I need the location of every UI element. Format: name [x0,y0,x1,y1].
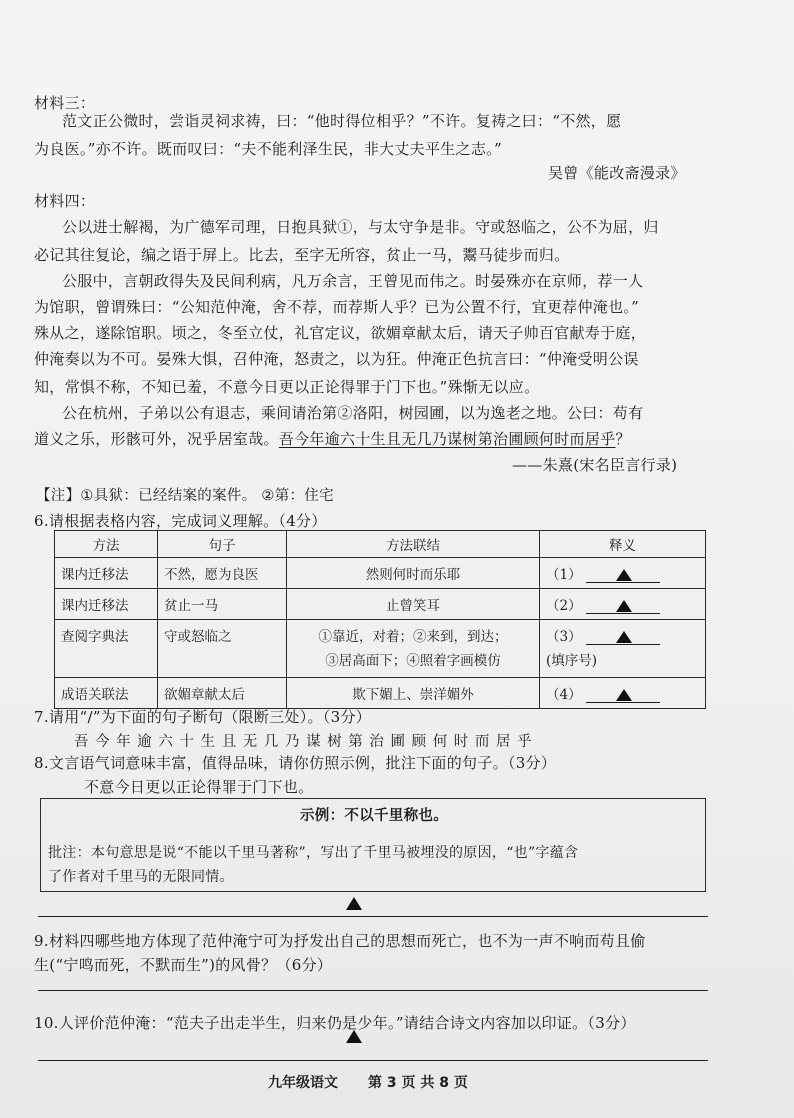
q6-header-method: 方法 [55,531,158,558]
material4-p3-plain: 道义之乐，形骸可外，况乎居室哉。 [34,430,279,448]
q6-row1-answer-label: （1） [546,567,582,583]
triangle-icon [616,689,632,701]
q6-row2-method: 课内迁移法 [55,589,158,620]
q6-row3-link [287,620,540,678]
q6-row2-answer-cell [540,589,706,620]
q6-answer-blank-2[interactable] [586,599,660,614]
annotation-note: 【注】①具狱：已经结案的案件。 ②第：住宅 [36,488,334,504]
q8-sentence: 不意今日更以正论得罪于门下也。 [84,778,314,796]
q8-answer-line[interactable] [38,916,708,917]
q6-row3-method: 查阅字典法 [55,620,158,678]
table-row [55,678,706,709]
material4-p3-underlined: 吾今年逾六十生且无几乃谋树第治圃顾何时而居乎 [278,430,616,448]
material4-p1-line2: 必记其往复论，编之语于屏上。比去，至字无所容，贫止一马，鬻马徒步而归。 [34,246,570,264]
q6-row1-link: 然则何时而乐耶 [287,558,540,589]
q6-answer-blank-1[interactable] [586,568,660,583]
material4-p2-line4: 仲淹奏以为不可。晏殊大惧，召仲淹，怒责之，以为狂。仲淹正色抗言曰：“仲淹受明公误 [34,350,639,368]
q6-row4-answer-label: （4） [546,687,582,703]
q7-sentence: 吾今年逾六十生且无几乃谋树第治圃顾何时而居乎 [74,734,539,750]
q6-row4-link: 欺下媚上、崇洋媚外 [287,678,540,709]
material4-p1-line1: 公以进士解褐，为广德军司理，日抱具狱①，与太守争是非。守或怒临之，公不为屈，归 [62,218,659,236]
material4-heading: 材料四： [34,192,96,210]
material4-p2-line5: 知，常惧不称，不知已羞，不意今日更以正论得罪于门下也。”殊惭无以应。 [34,378,540,396]
q8-answer-triangle-icon [346,897,362,910]
q6-answer-blank-4[interactable] [586,688,660,703]
q8-example-line1: 批注：本句意思是说“不能以千里马著称”，写出了千里马被埋没的原因，“也”字蕴含 [48,845,579,861]
q9-line2: 生(“宁鸣而死，不默而生”)的风骨？（6分） [34,956,333,974]
q6-row4-answer-cell [540,678,706,709]
q6-row3-sentence: 守或怒临之 [158,620,287,678]
q8-prompt: 8.文言语气词意味丰富，值得品味，请你仿照示例，批注下面的句子。（3分） [34,754,557,772]
q6-answer-blank-3[interactable] [586,630,660,645]
q6-row2-link: 止曾笑耳 [287,589,540,620]
q10-line1: 10.人评价范仲淹：“范夫子出走半生，归来仍是少年。”请结合诗文内容加以印证。（3分） [34,1014,636,1032]
q7-prompt: 7.请用“/”为下面的句子断句（限断三处）。（3分） [34,708,372,726]
q6-row1-answer-cell [540,558,706,589]
q6-row1-method: 课内迁移法 [55,558,158,589]
material4-p2-line3: 殊从之，遂除馆职。顷之，冬至立仗，礼官定议，欲媚章献太后，请天子帅百官献寿于庭， [34,324,647,342]
q6-row4-method: 成语关联法 [55,678,158,709]
q6-prompt: 6.请根据表格内容，完成词义理解。（4分） [34,512,327,530]
q10-answer-triangle-icon [346,1030,362,1043]
q6-row3-answer-note: (填序号) [546,653,598,669]
q6-header-row [55,531,706,558]
q10-answer-line[interactable] [38,1060,708,1061]
material4-p2-line1: 公服中，言朝政得失及民间利病，凡万余言，王曾见而伟之。时晏殊亦在京师，荐一人 [62,272,644,290]
q9-line1: 9.材料四哪些地方体现了范仲淹宁可为抒发出自己的思想而死亡，也不为一声不响而苟且偷 [34,932,646,950]
q6-header-sentence: 句子 [158,531,287,558]
material4-source: ——朱熹(宋名臣言行录) [512,456,678,474]
q8-example-line2: 了作者对千里马的无限同情。 [48,869,234,885]
q6-table [54,530,706,709]
q8-example-title: 示例：不以千里称也。 [300,808,448,824]
material3-line1: 范文正公微时，尝诣灵祠求祷，曰：“他时得位相乎？”不许。复祷之曰：“不然，愿 [62,112,622,130]
material4-p3-line1: 公在杭州，子弟以公有退志，乘间请治第②洛阳，树园圃，以为逸老之地。公曰：苟有 [62,404,644,422]
q6-row1-sentence: 不然，愿为良医 [158,558,287,589]
q6-row3-link-a: ①靠近，对着；②来到，到达； [318,629,508,645]
material3-line2: 为良医。”亦不许。既而叹曰：“夫不能利泽生民，非大丈夫平生之志。” [34,140,502,158]
material4-p3-end: ？ [615,430,631,448]
material4-p3-line2 [34,428,631,449]
q6-row3-answer-cell [540,620,706,678]
footer-page-number: 第 3 页 共 8 页 [368,1075,468,1091]
q6-row4-sentence: 欲媚章献太后 [158,678,287,709]
q6-header-answer: 释义 [540,531,706,558]
q6-row2-answer-label: （2） [546,598,582,614]
material4-p2-line2: 为馆职，曾谓殊曰：“公知范仲淹，舍不荐，而荐斯人乎？已为公置不行，宜更荐仲淹也。” [34,298,640,316]
q6-row2-sentence: 贫止一马 [158,589,287,620]
q6-header-link: 方法联结 [287,531,540,558]
q9-answer-line[interactable] [38,990,708,991]
table-row [55,558,706,589]
triangle-icon [616,631,632,643]
table-row [55,620,706,678]
q6-row3-answer-label: （3） [546,629,582,645]
q6-row3-link-b: ③居高面下；④照着字画模仿 [325,653,501,669]
triangle-icon [616,569,632,581]
material3-heading: 材料三： [34,94,96,112]
table-row [55,589,706,620]
material3-source: 吴曾《能改斋漫录》 [548,164,686,182]
triangle-icon [616,600,632,612]
footer-subject: 九年级语文 [268,1075,338,1091]
